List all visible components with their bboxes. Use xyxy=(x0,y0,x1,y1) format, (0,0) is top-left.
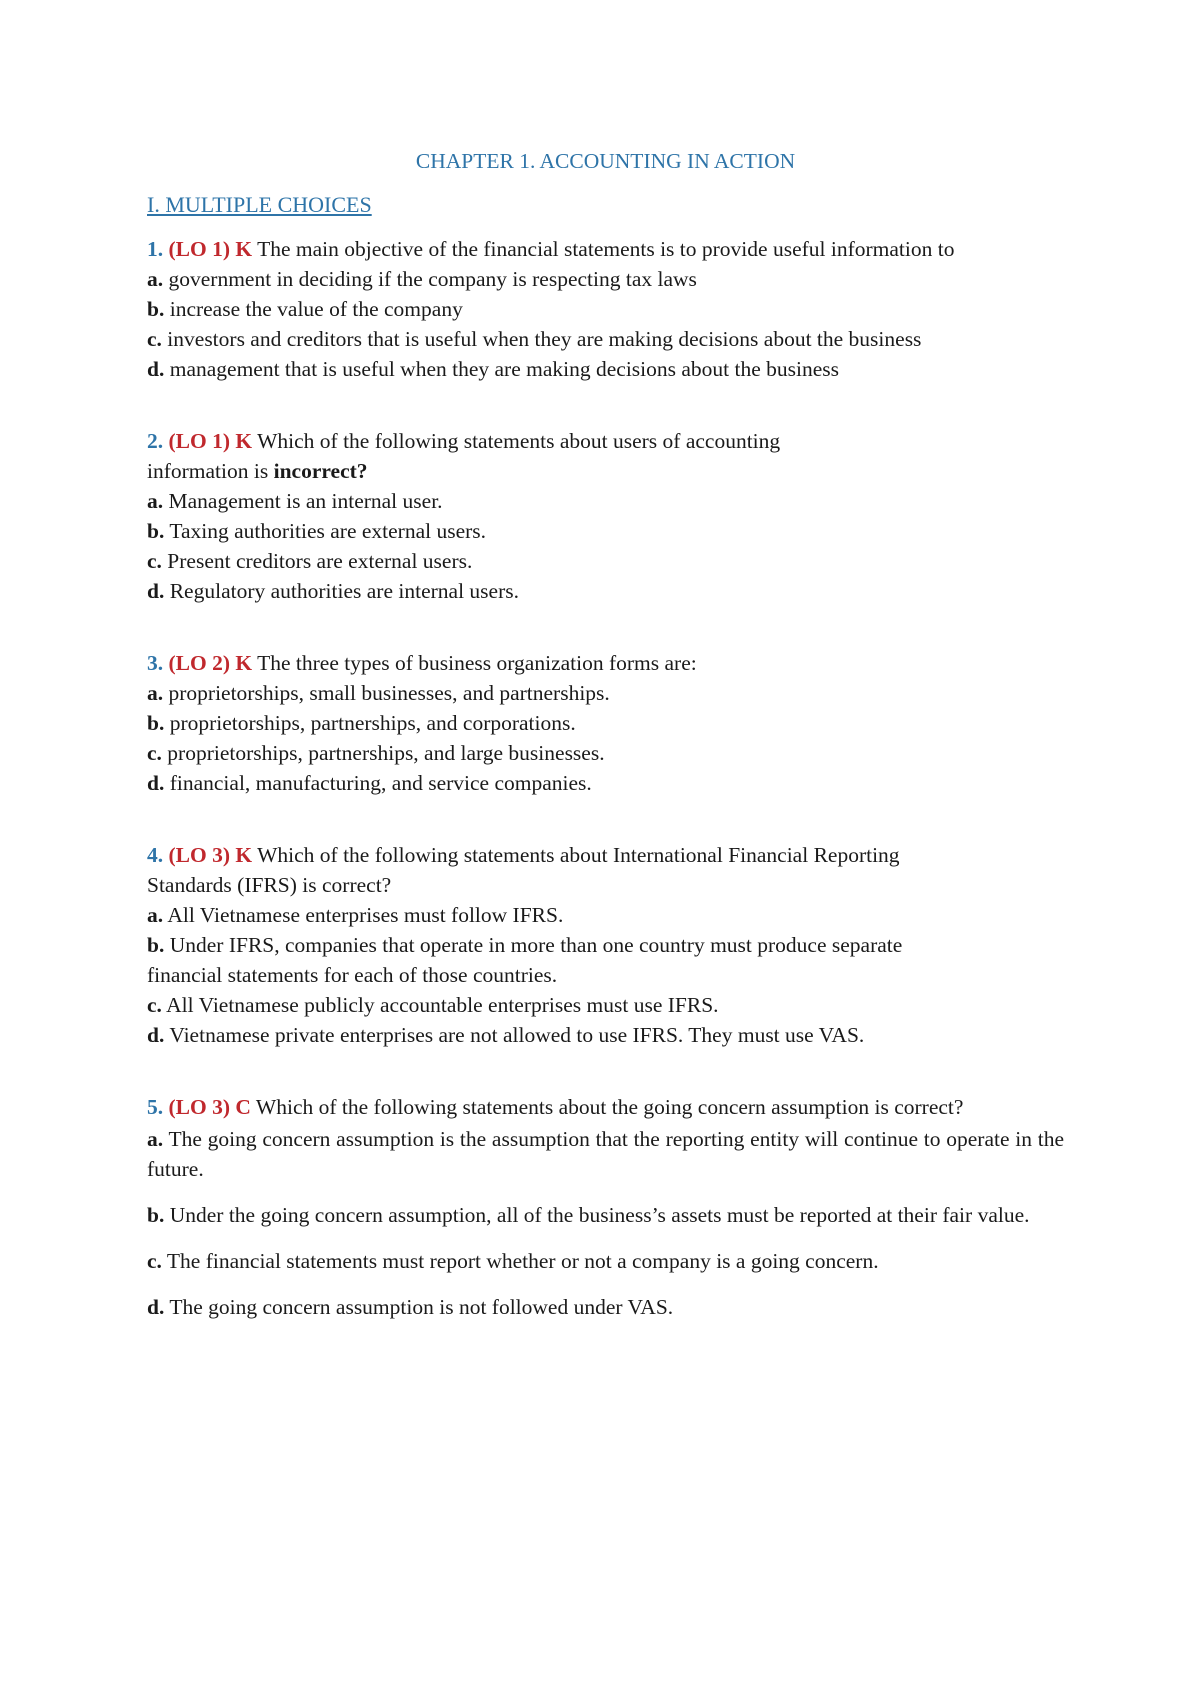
option-a xyxy=(147,486,1064,516)
option-text: All Vietnamese enterprises must follow IFRS. xyxy=(167,903,564,927)
question-number: 3. xyxy=(147,651,164,675)
option-letter: d. xyxy=(147,357,165,381)
question-stem xyxy=(147,1092,1064,1122)
question-tag: (LO 3) K xyxy=(168,843,253,867)
option-letter: b. xyxy=(147,297,165,321)
option-c xyxy=(147,324,1064,354)
question-text-cont: information is xyxy=(147,459,269,483)
option-text: Management is an internal user. xyxy=(168,489,443,513)
question-text-cont: Standards (IFRS) is correct? xyxy=(147,873,392,897)
option-a xyxy=(147,900,1064,930)
option-text: Present creditors are external users. xyxy=(167,549,473,573)
option-letter: a. xyxy=(147,1127,164,1151)
question-number: 5. xyxy=(147,1095,164,1119)
question-number: 1. xyxy=(147,237,164,261)
option-text: proprietorships, small businesses, and partnerships. xyxy=(168,681,610,705)
option-b xyxy=(147,930,1064,990)
option-text: Vietnamese private enterprises are not allowed to use IFRS. They must use VAS. xyxy=(169,1023,865,1047)
option-text: investors and creditors that is useful when they are making decisions about the business xyxy=(167,327,922,351)
question-emphasis: incorrect? xyxy=(273,459,368,483)
question-text: Which of the following statements about users of accounting xyxy=(257,429,781,453)
option-text: increase the value of the company xyxy=(169,297,463,321)
option-text: Under IFRS, companies that operate in more than one country must produce separate xyxy=(169,933,903,957)
option-b xyxy=(147,708,1064,738)
option-text: proprietorships, partnerships, and large businesses. xyxy=(167,741,605,765)
option-letter: a. xyxy=(147,489,164,513)
option-letter: c. xyxy=(147,327,162,351)
option-letter: a. xyxy=(147,681,164,705)
option-d xyxy=(147,354,1064,384)
option-letter: b. xyxy=(147,519,165,543)
option-text: Regulatory authorities are internal users. xyxy=(169,579,519,603)
question-text: The three types of business organization forms are: xyxy=(257,651,697,675)
question-text: Which of the following statements about the going concern assumption is correct? xyxy=(255,1095,964,1119)
question-number: 4. xyxy=(147,843,164,867)
document-content xyxy=(147,146,1064,1364)
question-stem xyxy=(147,648,1064,678)
question-tag: (LO 1) K xyxy=(168,429,253,453)
question-1 xyxy=(147,234,1064,384)
question-number: 2. xyxy=(147,429,164,453)
option-b xyxy=(147,294,1064,324)
question-3 xyxy=(147,648,1064,798)
question-stem xyxy=(147,426,1064,486)
option-letter: b. xyxy=(147,711,165,735)
option-letter: a. xyxy=(147,903,164,927)
option-text: Under the going concern assumption, all of the business’s assets must be reported at their fair value. xyxy=(169,1203,1030,1227)
chapter-title: CHAPTER 1. ACCOUNTING IN ACTION xyxy=(415,149,796,173)
question-tag: (LO 2) K xyxy=(168,651,253,675)
option-text: The financial statements must report whether or not a company is a going concern. xyxy=(166,1249,879,1273)
option-letter: d. xyxy=(147,771,165,795)
question-tag: (LO 3) C xyxy=(168,1095,251,1119)
option-text: Taxing authorities are external users. xyxy=(169,519,487,543)
option-letter: a. xyxy=(147,267,164,291)
question-text: The main objective of the financial statements is to provide useful information to xyxy=(257,237,955,261)
question-4 xyxy=(147,840,1064,1050)
option-c xyxy=(147,738,1064,768)
option-a xyxy=(147,678,1064,708)
option-d xyxy=(147,576,1064,606)
section-heading xyxy=(147,190,1064,220)
option-text: The going concern assumption is the assumption that the reporting entity will continue to operate in the future. xyxy=(147,1127,1064,1181)
option-text: financial, manufacturing, and service companies. xyxy=(169,771,592,795)
option-letter: c. xyxy=(147,741,162,765)
option-text: proprietorships, partnerships, and corporations. xyxy=(169,711,576,735)
option-c xyxy=(147,546,1064,576)
option-text-cont: financial statements for each of those countries. xyxy=(147,963,558,987)
section-heading-text: I. MULTIPLE CHOICES xyxy=(147,192,372,217)
option-d xyxy=(147,768,1064,798)
option-letter: d. xyxy=(147,579,165,603)
question-2 xyxy=(147,426,1064,606)
question-stem xyxy=(147,840,1064,900)
option-letter: b. xyxy=(147,1203,165,1227)
option-letter: c. xyxy=(147,1249,162,1273)
option-b xyxy=(147,516,1064,546)
option-letter: c. xyxy=(147,549,162,573)
option-letter: d. xyxy=(147,1023,165,1047)
option-text: All Vietnamese publicly accountable enterprises must use IFRS. xyxy=(166,993,719,1017)
question-5 xyxy=(147,1092,1064,1322)
option-text: management that is useful when they are making decisions about the business xyxy=(169,357,840,381)
question-stem xyxy=(147,234,1064,264)
option-c xyxy=(147,990,1064,1020)
option-letter: b. xyxy=(147,933,165,957)
option-letter: c. xyxy=(147,993,162,1017)
option-text: The going concern assumption is not followed under VAS. xyxy=(169,1295,674,1319)
option-a xyxy=(147,1124,1064,1184)
option-d xyxy=(147,1020,1064,1050)
option-b xyxy=(147,1200,1064,1230)
question-text: Which of the following statements about International Financial Reporting xyxy=(257,843,900,867)
option-d xyxy=(147,1292,1064,1322)
option-a xyxy=(147,264,1064,294)
option-letter: d. xyxy=(147,1295,165,1319)
option-c xyxy=(147,1246,1064,1276)
question-tag: (LO 1) K xyxy=(168,237,253,261)
option-text: government in deciding if the company is respecting tax laws xyxy=(168,267,697,291)
